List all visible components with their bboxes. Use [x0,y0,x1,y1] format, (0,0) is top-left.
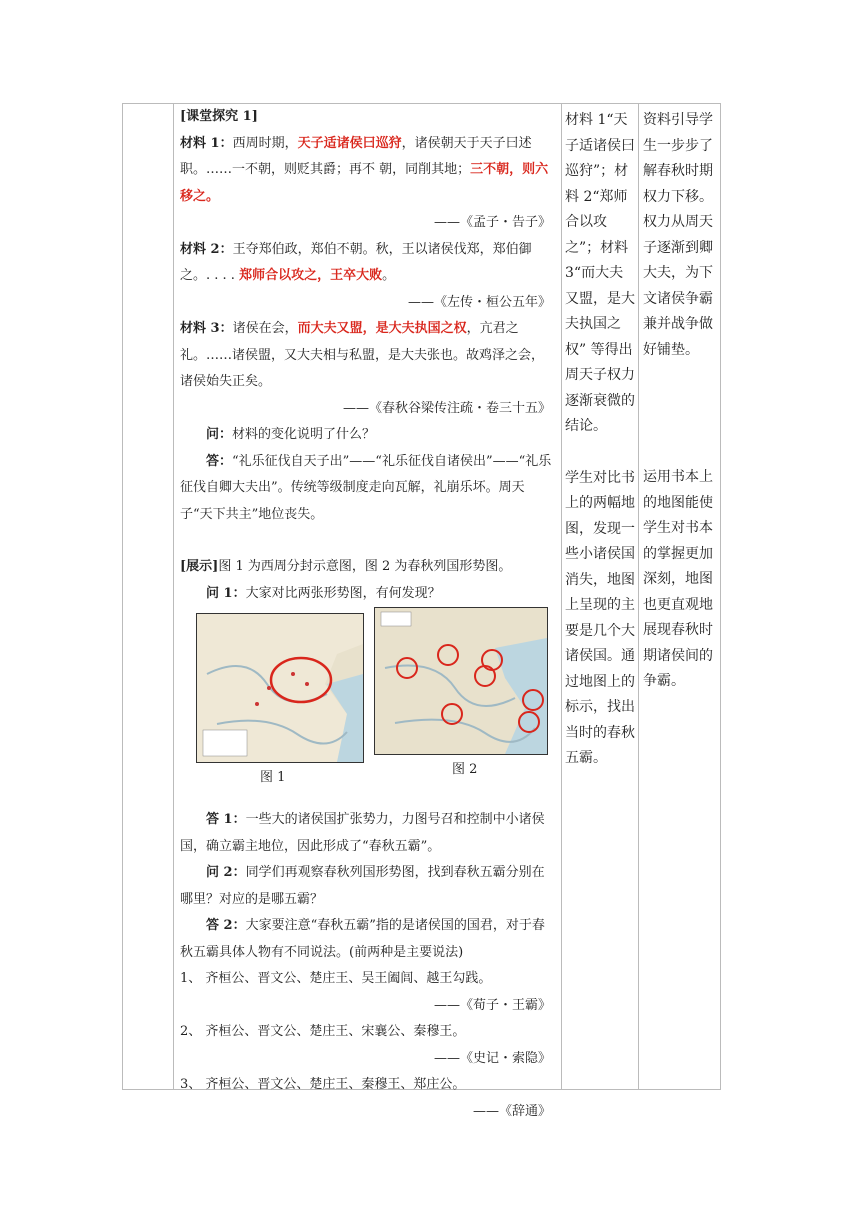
question: 问：材料的变化说明了什么？ [206,427,376,442]
map-figures [180,607,555,807]
material-3: 材料 3：诸侯在会，而大夫又盟，是大夫执国之权，亢君之礼。……诸侯盟，又大夫相与私盟，是大夫张也。故鸡泽之会，诸侯始失正矣。 [180,321,545,389]
lesson-table [122,103,721,1119]
list-item: 1、 齐桓公、晋文公、楚庄王、吴王阖闾、越王勾践。 [180,971,492,986]
list-item-source: ——《史记・索隐》 [433,1050,551,1066]
list-item-source: ——《荀子・王霸》 [433,997,551,1013]
answer: 答：“礼乐征伐自天子出”——“礼乐征伐自诸侯出”——“礼乐征伐自卿大夫出”。传统等级制度走向瓦解，礼崩乐坏。周天子“天下共主”地位丧失。 [180,453,552,522]
material-2: 材料 2：王夺郑伯政，郑伯不朝。秋，王以诸侯伐郑，郑伯御之。. . . . 郑师合以攻之，王卒大败。 [180,241,532,283]
teaching-content-column [174,104,561,1125]
design-intent-2: 运用书本上的地图能使学生对书本的掌握更加深刻，地图也更直观地展现春秋时期诸侯间的争霸。 [643,469,713,689]
display-intro: [展示]图 1 为西周分封示意图，图 2 为春秋列国形势图。 [180,559,512,574]
western-zhou-map-image [197,614,363,762]
list-item-source: ——《辞通》 [472,1103,551,1119]
design-intent-column [639,108,715,695]
answer-1: 答 1：一些大的诸侯国扩张势力，力图号召和控制中小诸侯国，确立霸主地位，因此形成了“春秋五霸”。 [180,812,545,854]
design-intent-1: 资料引导学生一步步了解春秋时期权力下移。权力从周天子逐渐到卿大夫，为下文诸侯争霸兼并战争做好铺垫。 [643,112,713,358]
spring-autumn-map-image [375,608,547,754]
figure-1-caption: 图 1 [260,770,286,785]
student-activity-1: 材料 1“天子适诸侯曰巡狩”；材料 2“郑师合以攻之”；材料 3“而大夫又盟，是大夫执国之权” 等得出周天子权力逐渐衰微的结论。 [565,112,635,434]
student-activity-column [562,108,637,772]
figure-2-caption: 图 2 [452,762,478,777]
material-3-source: ——《春秋谷梁传注疏・卷三十五》 [342,400,551,416]
material-1-source: ——《孟子・告子》 [433,215,551,230]
question-2: 问 2：同学们再观察春秋列国形势图，找到春秋五霸分别在哪里？对应的是哪五霸？ [180,865,545,907]
list-item: 2、 齐桓公、晋文公、楚庄王、宋襄公、秦穆王。 [180,1024,466,1039]
material-1: 材料 1：西周时期，天子适诸侯曰巡狩，诸侯朝天于天子曰述职。……一不朝，则贬其爵；再不 朝，同削其地；三不朝，则六移之。 [180,135,549,204]
list-item: 3、 齐桓公、晋文公、楚庄王、秦穆王、郑庄公。 [180,1077,466,1092]
answer-2: 答 2：大家要注意“春秋五霸”指的是诸侯国的国君，对于春秋五霸具体人物有不同说法。(前两种是主要说法) [180,918,545,960]
spring-autumn-map [374,607,548,755]
section-heading: [课堂探究 1] [180,109,258,124]
student-activity-2: 学生对比书上的两幅地图，发现一些小诸侯国消失，地图上呈现的主要是几个大诸侯国。通过地图上的标示，找出当时的春秋五霸。 [565,469,635,766]
western-zhou-map [196,613,364,763]
question-1: 问 1：大家对比两张形势图，有何发现？ [206,585,441,601]
material-2-source: ——《左传・桓公五年》 [407,294,551,310]
